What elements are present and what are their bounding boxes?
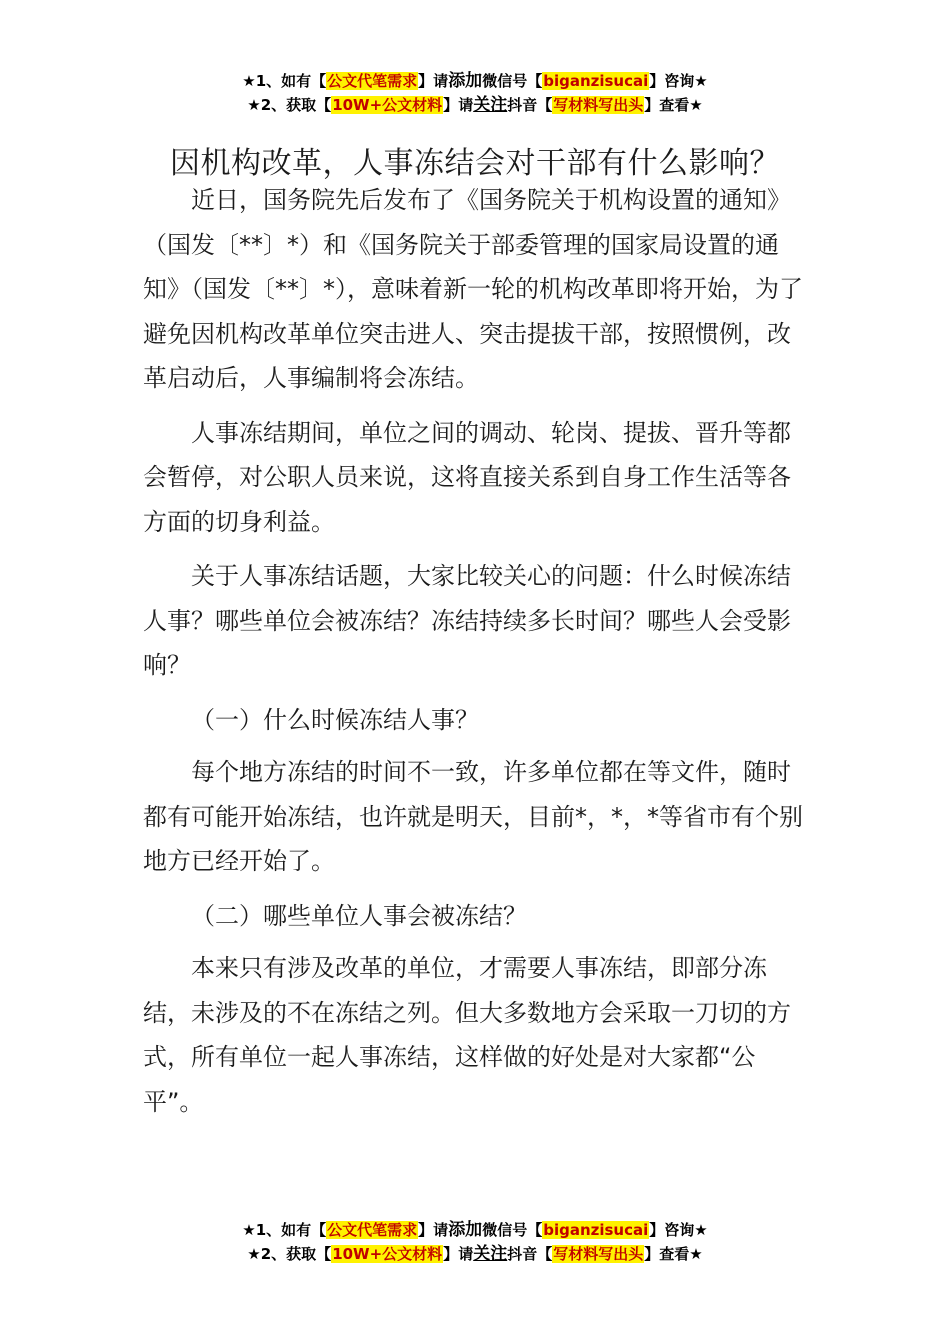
- banner-line-1: [0, 69, 950, 93]
- body-paragraph: 人事冻结期间，单位之间的调动、轮岗、提拔、晋升等都会暂停，对公职人员来说，这将直接关系到自身工作生活等各方面的切身利益。: [143, 418, 791, 536]
- footer-banner: [0, 1218, 950, 1266]
- banner-text: 】请: [418, 72, 449, 90]
- body-paragraph: 关于人事冻结话题，大家比较关心的问题：什么时候冻结人事？哪些单位会被冻结？冻结持续多长时间？哪些人会受影响？: [143, 562, 791, 679]
- banner-text: 】请: [418, 1221, 449, 1239]
- banner-emphasis: 添加: [448, 1220, 483, 1240]
- banner-text: ★1、如有【: [242, 72, 327, 90]
- banner-line-1: [0, 1218, 950, 1242]
- document-title: 因机构改革，人事冻结会对干部有什么影响？: [170, 146, 780, 182]
- banner-text: 】查看★: [644, 96, 703, 114]
- banner-highlight: 公文代笔需求: [327, 1221, 418, 1239]
- banner-text: 抖音【: [507, 1245, 553, 1263]
- body-paragraph: 近日，国务院先后发布了《国务院关于机构设置的通知》（国发〔**〕*）和《国务院关于部委管理的国家局设置的通知》（国发〔**〕*），意味着新一轮的机构改革即将开始，为了避免因机构改革单位突击进人、突击提拔干部，按照惯例，改革启动后，人事编制将会冻结。: [143, 186, 803, 392]
- banner-highlight: 写材料写出头: [553, 1245, 644, 1263]
- banner-line-2: [0, 93, 950, 117]
- banner-emphasis: 关注: [473, 1244, 508, 1264]
- banner-text: 微信号【: [482, 72, 543, 90]
- banner-highlight: 10W+公文材料: [332, 1245, 443, 1263]
- banner-highlight: 10W+公文材料: [332, 96, 443, 114]
- banner-highlight: biganzisucai: [543, 1221, 649, 1239]
- banner-text: ★2、获取【: [247, 1245, 332, 1263]
- header-banner: [0, 69, 950, 117]
- banner-emphasis: 添加: [448, 71, 483, 91]
- banner-text: 】请: [443, 96, 474, 114]
- banner-text: 】查看★: [644, 1245, 703, 1263]
- banner-text: 微信号【: [482, 1221, 543, 1239]
- banner-highlight: 公文代笔需求: [327, 72, 418, 90]
- banner-highlight: 写材料写出头: [553, 96, 644, 114]
- banner-emphasis: 关注: [473, 95, 508, 115]
- body-paragraph: 每个地方冻结的时间不一致，许多单位都在等文件，随时都有可能开始冻结，也许就是明天，目前*，*，*等省市有个别地方已经开始了。: [143, 758, 803, 875]
- section-heading: （一）什么时候冻结人事？: [191, 705, 479, 734]
- banner-line-2: [0, 1242, 950, 1266]
- section-heading: （二）哪些单位人事会被冻结？: [191, 901, 527, 930]
- banner-text: ★2、获取【: [247, 96, 332, 114]
- banner-text: ★1、如有【: [242, 1221, 327, 1239]
- banner-text: 】咨询★: [649, 72, 708, 90]
- body-paragraph: 本来只有涉及改革的单位，才需要人事冻结，即部分冻结，未涉及的不在冻结之列。但大多数地方会采取一刀切的方式，所有单位一起人事冻结，这样做的好处是对大家都“公平”。: [143, 954, 791, 1116]
- banner-highlight: biganzisucai: [543, 72, 649, 90]
- banner-text: 抖音【: [507, 96, 553, 114]
- document-body: [143, 178, 808, 1134]
- banner-text: 】咨询★: [649, 1221, 708, 1239]
- banner-text: 】请: [443, 1245, 474, 1263]
